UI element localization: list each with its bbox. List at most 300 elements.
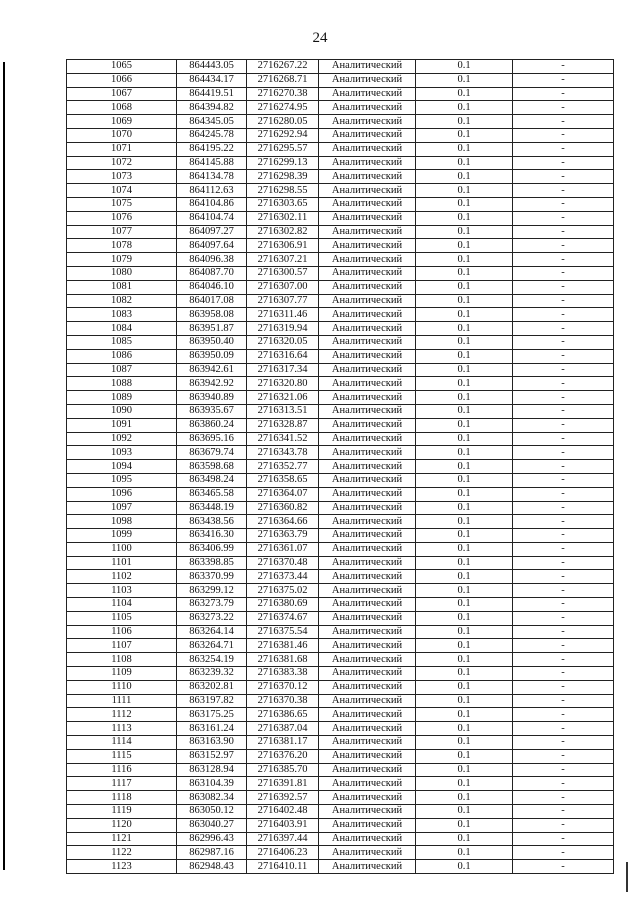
note-cell: - — [513, 156, 614, 170]
note-cell: - — [513, 308, 614, 322]
point-number-cell: 1118 — [67, 791, 177, 805]
table-row — [67, 322, 614, 336]
page-number: 24 — [312, 30, 328, 46]
note-cell: - — [513, 763, 614, 777]
method-cell: Аналитический — [319, 73, 416, 87]
x-coordinate-cell: 863958.08 — [177, 308, 247, 322]
table-row — [67, 667, 614, 681]
note-cell: - — [513, 239, 614, 253]
note-cell: - — [513, 211, 614, 225]
scan-edge-bar — [3, 62, 5, 870]
table-row — [67, 432, 614, 446]
y-coordinate-cell: 2716311.46 — [247, 308, 319, 322]
y-coordinate-cell: 2716364.07 — [247, 487, 319, 501]
y-coordinate-cell: 2716320.80 — [247, 377, 319, 391]
y-coordinate-cell: 2716319.94 — [247, 322, 319, 336]
method-cell: Аналитический — [319, 694, 416, 708]
note-cell: - — [513, 101, 614, 115]
table-row — [67, 115, 614, 129]
method-cell: Аналитический — [319, 653, 416, 667]
method-cell: Аналитический — [319, 722, 416, 736]
y-coordinate-cell: 2716386.65 — [247, 708, 319, 722]
point-number-cell: 1116 — [67, 763, 177, 777]
method-cell: Аналитический — [319, 128, 416, 142]
accuracy-cell: 0.1 — [416, 308, 513, 322]
method-cell: Аналитический — [319, 211, 416, 225]
method-cell: Аналитический — [319, 225, 416, 239]
table-row — [67, 832, 614, 846]
note-cell: - — [513, 363, 614, 377]
note-cell: - — [513, 846, 614, 860]
y-coordinate-cell: 2716397.44 — [247, 832, 319, 846]
method-cell: Аналитический — [319, 404, 416, 418]
x-coordinate-cell: 864245.78 — [177, 128, 247, 142]
accuracy-cell: 0.1 — [416, 446, 513, 460]
y-coordinate-cell: 2716375.02 — [247, 584, 319, 598]
point-number-cell: 1096 — [67, 487, 177, 501]
accuracy-cell: 0.1 — [416, 101, 513, 115]
point-number-cell: 1090 — [67, 404, 177, 418]
table-row — [67, 266, 614, 280]
x-coordinate-cell: 863860.24 — [177, 418, 247, 432]
note-cell: - — [513, 418, 614, 432]
y-coordinate-cell: 2716376.20 — [247, 749, 319, 763]
table-row — [67, 791, 614, 805]
x-coordinate-cell: 863273.22 — [177, 611, 247, 625]
point-number-cell: 1068 — [67, 101, 177, 115]
point-number-cell: 1111 — [67, 694, 177, 708]
note-cell: - — [513, 832, 614, 846]
point-number-cell: 1073 — [67, 170, 177, 184]
x-coordinate-cell: 863273.79 — [177, 598, 247, 612]
point-number-cell: 1077 — [67, 225, 177, 239]
x-coordinate-cell: 863942.61 — [177, 363, 247, 377]
y-coordinate-cell: 2716402.48 — [247, 805, 319, 819]
method-cell: Аналитический — [319, 805, 416, 819]
accuracy-cell: 0.1 — [416, 515, 513, 529]
note-cell: - — [513, 335, 614, 349]
y-coordinate-cell: 2716370.12 — [247, 680, 319, 694]
method-cell: Аналитический — [319, 87, 416, 101]
x-coordinate-cell: 863264.71 — [177, 639, 247, 653]
y-coordinate-cell: 2716370.38 — [247, 694, 319, 708]
note-cell: - — [513, 749, 614, 763]
x-coordinate-cell: 863498.24 — [177, 473, 247, 487]
method-cell: Аналитический — [319, 460, 416, 474]
accuracy-cell: 0.1 — [416, 736, 513, 750]
note-cell: - — [513, 322, 614, 336]
x-coordinate-cell: 864145.88 — [177, 156, 247, 170]
accuracy-cell: 0.1 — [416, 832, 513, 846]
accuracy-cell: 0.1 — [416, 763, 513, 777]
point-number-cell: 1108 — [67, 653, 177, 667]
point-number-cell: 1093 — [67, 446, 177, 460]
table-row — [67, 846, 614, 860]
y-coordinate-cell: 2716343.78 — [247, 446, 319, 460]
point-number-cell: 1078 — [67, 239, 177, 253]
point-number-cell: 1123 — [67, 860, 177, 874]
table-row — [67, 598, 614, 612]
table-row — [67, 211, 614, 225]
y-coordinate-cell: 2716403.91 — [247, 818, 319, 832]
point-number-cell: 1092 — [67, 432, 177, 446]
y-coordinate-cell: 2716298.55 — [247, 184, 319, 198]
y-coordinate-cell: 2716360.82 — [247, 501, 319, 515]
method-cell: Аналитический — [319, 584, 416, 598]
y-coordinate-cell: 2716317.34 — [247, 363, 319, 377]
method-cell: Аналитический — [319, 680, 416, 694]
method-cell: Аналитический — [319, 142, 416, 156]
method-cell: Аналитический — [319, 60, 416, 74]
table-row — [67, 860, 614, 874]
table-row — [67, 225, 614, 239]
method-cell: Аналитический — [319, 529, 416, 543]
accuracy-cell: 0.1 — [416, 60, 513, 74]
accuracy-cell: 0.1 — [416, 584, 513, 598]
accuracy-cell: 0.1 — [416, 542, 513, 556]
point-number-cell: 1087 — [67, 363, 177, 377]
x-coordinate-cell: 864434.17 — [177, 73, 247, 87]
note-cell: - — [513, 142, 614, 156]
method-cell: Аналитический — [319, 473, 416, 487]
note-cell: - — [513, 639, 614, 653]
x-coordinate-cell: 862996.43 — [177, 832, 247, 846]
y-coordinate-cell: 2716352.77 — [247, 460, 319, 474]
accuracy-cell: 0.1 — [416, 128, 513, 142]
method-cell: Аналитический — [319, 197, 416, 211]
accuracy-cell: 0.1 — [416, 349, 513, 363]
accuracy-cell: 0.1 — [416, 625, 513, 639]
y-coordinate-cell: 2716313.51 — [247, 404, 319, 418]
y-coordinate-cell: 2716375.54 — [247, 625, 319, 639]
note-cell: - — [513, 473, 614, 487]
x-coordinate-cell: 863679.74 — [177, 446, 247, 460]
point-number-cell: 1069 — [67, 115, 177, 129]
x-coordinate-cell: 864087.70 — [177, 266, 247, 280]
table-row — [67, 487, 614, 501]
point-number-cell: 1074 — [67, 184, 177, 198]
point-number-cell: 1097 — [67, 501, 177, 515]
y-coordinate-cell: 2716392.57 — [247, 791, 319, 805]
note-cell: - — [513, 625, 614, 639]
method-cell: Аналитический — [319, 736, 416, 750]
y-coordinate-cell: 2716298.39 — [247, 170, 319, 184]
method-cell: Аналитический — [319, 667, 416, 681]
point-number-cell: 1102 — [67, 570, 177, 584]
y-coordinate-cell: 2716280.05 — [247, 115, 319, 129]
method-cell: Аналитический — [319, 515, 416, 529]
y-coordinate-cell: 2716307.21 — [247, 253, 319, 267]
x-coordinate-cell: 863040.27 — [177, 818, 247, 832]
table-row — [67, 377, 614, 391]
note-cell: - — [513, 225, 614, 239]
accuracy-cell: 0.1 — [416, 611, 513, 625]
y-coordinate-cell: 2716270.38 — [247, 87, 319, 101]
table-row — [67, 625, 614, 639]
point-number-cell: 1122 — [67, 846, 177, 860]
x-coordinate-cell: 864017.08 — [177, 294, 247, 308]
y-coordinate-cell: 2716268.71 — [247, 73, 319, 87]
y-coordinate-cell: 2716341.52 — [247, 432, 319, 446]
table-row — [67, 708, 614, 722]
accuracy-cell: 0.1 — [416, 846, 513, 860]
x-coordinate-cell: 864345.05 — [177, 115, 247, 129]
method-cell: Аналитический — [319, 639, 416, 653]
note-cell: - — [513, 708, 614, 722]
point-number-cell: 1105 — [67, 611, 177, 625]
method-cell: Аналитический — [319, 377, 416, 391]
point-number-cell: 1067 — [67, 87, 177, 101]
y-coordinate-cell: 2716306.91 — [247, 239, 319, 253]
y-coordinate-cell: 2716364.66 — [247, 515, 319, 529]
table-row — [67, 446, 614, 460]
accuracy-cell: 0.1 — [416, 115, 513, 129]
accuracy-cell: 0.1 — [416, 501, 513, 515]
x-coordinate-cell: 863695.16 — [177, 432, 247, 446]
table-row — [67, 805, 614, 819]
note-cell: - — [513, 60, 614, 74]
accuracy-cell: 0.1 — [416, 460, 513, 474]
method-cell: Аналитический — [319, 708, 416, 722]
y-coordinate-cell: 2716387.04 — [247, 722, 319, 736]
method-cell: Аналитический — [319, 184, 416, 198]
method-cell: Аналитический — [319, 860, 416, 874]
x-coordinate-cell: 863950.40 — [177, 335, 247, 349]
y-coordinate-cell: 2716406.23 — [247, 846, 319, 860]
accuracy-cell: 0.1 — [416, 708, 513, 722]
method-cell: Аналитический — [319, 239, 416, 253]
table-row — [67, 184, 614, 198]
table-row — [67, 280, 614, 294]
table-row — [67, 170, 614, 184]
point-number-cell: 1104 — [67, 598, 177, 612]
accuracy-cell: 0.1 — [416, 253, 513, 267]
y-coordinate-cell: 2716267.22 — [247, 60, 319, 74]
note-cell: - — [513, 556, 614, 570]
note-cell: - — [513, 432, 614, 446]
point-number-cell: 1076 — [67, 211, 177, 225]
y-coordinate-cell: 2716410.11 — [247, 860, 319, 874]
accuracy-cell: 0.1 — [416, 598, 513, 612]
method-cell: Аналитический — [319, 446, 416, 460]
point-number-cell: 1095 — [67, 473, 177, 487]
table-row — [67, 87, 614, 101]
table-row — [67, 529, 614, 543]
x-coordinate-cell: 863152.97 — [177, 749, 247, 763]
point-number-cell: 1107 — [67, 639, 177, 653]
table-row — [67, 694, 614, 708]
note-cell: - — [513, 404, 614, 418]
y-coordinate-cell: 2716385.70 — [247, 763, 319, 777]
accuracy-cell: 0.1 — [416, 694, 513, 708]
method-cell: Аналитический — [319, 432, 416, 446]
y-coordinate-cell: 2716381.68 — [247, 653, 319, 667]
y-coordinate-cell: 2716295.57 — [247, 142, 319, 156]
x-coordinate-cell: 863082.34 — [177, 791, 247, 805]
y-coordinate-cell: 2716370.48 — [247, 556, 319, 570]
accuracy-cell: 0.1 — [416, 156, 513, 170]
note-cell: - — [513, 611, 614, 625]
method-cell: Аналитический — [319, 777, 416, 791]
point-number-cell: 1080 — [67, 266, 177, 280]
x-coordinate-cell: 863951.87 — [177, 322, 247, 336]
accuracy-cell: 0.1 — [416, 266, 513, 280]
point-number-cell: 1066 — [67, 73, 177, 87]
x-coordinate-cell: 863598.68 — [177, 460, 247, 474]
accuracy-cell: 0.1 — [416, 87, 513, 101]
point-number-cell: 1101 — [67, 556, 177, 570]
method-cell: Аналитический — [319, 391, 416, 405]
y-coordinate-cell: 2716328.87 — [247, 418, 319, 432]
y-coordinate-cell: 2716361.07 — [247, 542, 319, 556]
y-coordinate-cell: 2716302.11 — [247, 211, 319, 225]
note-cell: - — [513, 805, 614, 819]
table-row — [67, 253, 614, 267]
note-cell: - — [513, 722, 614, 736]
x-coordinate-cell: 862987.16 — [177, 846, 247, 860]
x-coordinate-cell: 864104.86 — [177, 197, 247, 211]
x-coordinate-cell: 863950.09 — [177, 349, 247, 363]
method-cell: Аналитический — [319, 418, 416, 432]
note-cell: - — [513, 694, 614, 708]
x-coordinate-cell: 864104.74 — [177, 211, 247, 225]
accuracy-cell: 0.1 — [416, 280, 513, 294]
note-cell: - — [513, 294, 614, 308]
point-number-cell: 1089 — [67, 391, 177, 405]
table-row — [67, 418, 614, 432]
table-row — [67, 515, 614, 529]
table-row — [67, 653, 614, 667]
accuracy-cell: 0.1 — [416, 860, 513, 874]
method-cell: Аналитический — [319, 791, 416, 805]
point-number-cell: 1121 — [67, 832, 177, 846]
x-coordinate-cell: 863299.12 — [177, 584, 247, 598]
x-coordinate-cell: 863942.92 — [177, 377, 247, 391]
x-coordinate-cell: 863197.82 — [177, 694, 247, 708]
note-cell: - — [513, 598, 614, 612]
table-row — [67, 556, 614, 570]
accuracy-cell: 0.1 — [416, 805, 513, 819]
point-number-cell: 1071 — [67, 142, 177, 156]
point-number-cell: 1098 — [67, 515, 177, 529]
accuracy-cell: 0.1 — [416, 322, 513, 336]
method-cell: Аналитический — [319, 294, 416, 308]
note-cell: - — [513, 184, 614, 198]
method-cell: Аналитический — [319, 266, 416, 280]
method-cell: Аналитический — [319, 749, 416, 763]
x-coordinate-cell: 864394.82 — [177, 101, 247, 115]
y-coordinate-cell: 2716381.17 — [247, 736, 319, 750]
note-cell: - — [513, 584, 614, 598]
accuracy-cell: 0.1 — [416, 749, 513, 763]
table-row — [67, 542, 614, 556]
point-number-cell: 1083 — [67, 308, 177, 322]
scan-edge-mark — [626, 862, 628, 892]
y-coordinate-cell: 2716391.81 — [247, 777, 319, 791]
table-row — [67, 736, 614, 750]
accuracy-cell: 0.1 — [416, 142, 513, 156]
method-cell: Аналитический — [319, 598, 416, 612]
table-row — [67, 777, 614, 791]
table-row — [67, 73, 614, 87]
point-number-cell: 1088 — [67, 377, 177, 391]
point-number-cell: 1120 — [67, 818, 177, 832]
point-number-cell: 1109 — [67, 667, 177, 681]
x-coordinate-cell: 864419.51 — [177, 87, 247, 101]
point-number-cell: 1084 — [67, 322, 177, 336]
note-cell: - — [513, 791, 614, 805]
method-cell: Аналитический — [319, 308, 416, 322]
table-row — [67, 818, 614, 832]
accuracy-cell: 0.1 — [416, 184, 513, 198]
point-number-cell: 1086 — [67, 349, 177, 363]
table-row — [67, 570, 614, 584]
x-coordinate-cell: 863940.89 — [177, 391, 247, 405]
table-row — [67, 404, 614, 418]
method-cell: Аналитический — [319, 846, 416, 860]
point-number-cell: 1091 — [67, 418, 177, 432]
accuracy-cell: 0.1 — [416, 777, 513, 791]
accuracy-cell: 0.1 — [416, 653, 513, 667]
x-coordinate-cell: 864096.38 — [177, 253, 247, 267]
x-coordinate-cell: 864097.27 — [177, 225, 247, 239]
table-row — [67, 611, 614, 625]
x-coordinate-cell: 864195.22 — [177, 142, 247, 156]
table-row — [67, 749, 614, 763]
note-cell: - — [513, 377, 614, 391]
method-cell: Аналитический — [319, 832, 416, 846]
accuracy-cell: 0.1 — [416, 570, 513, 584]
note-cell: - — [513, 667, 614, 681]
y-coordinate-cell: 2716358.65 — [247, 473, 319, 487]
y-coordinate-cell: 2716374.67 — [247, 611, 319, 625]
y-coordinate-cell: 2716299.13 — [247, 156, 319, 170]
accuracy-cell: 0.1 — [416, 473, 513, 487]
point-number-cell: 1103 — [67, 584, 177, 598]
y-coordinate-cell: 2716381.46 — [247, 639, 319, 653]
point-number-cell: 1117 — [67, 777, 177, 791]
table-row — [67, 349, 614, 363]
table-row — [67, 680, 614, 694]
y-coordinate-cell: 2716303.65 — [247, 197, 319, 211]
y-coordinate-cell: 2716307.77 — [247, 294, 319, 308]
accuracy-cell: 0.1 — [416, 667, 513, 681]
method-cell: Аналитический — [319, 170, 416, 184]
point-number-cell: 1075 — [67, 197, 177, 211]
table-row — [67, 763, 614, 777]
point-number-cell: 1085 — [67, 335, 177, 349]
y-coordinate-cell: 2716316.64 — [247, 349, 319, 363]
point-number-cell: 1119 — [67, 805, 177, 819]
accuracy-cell: 0.1 — [416, 377, 513, 391]
accuracy-cell: 0.1 — [416, 225, 513, 239]
table-row — [67, 197, 614, 211]
point-number-cell: 1065 — [67, 60, 177, 74]
point-number-cell: 1070 — [67, 128, 177, 142]
x-coordinate-cell: 864134.78 — [177, 170, 247, 184]
table-row — [67, 142, 614, 156]
accuracy-cell: 0.1 — [416, 722, 513, 736]
table-row — [67, 294, 614, 308]
note-cell: - — [513, 777, 614, 791]
method-cell: Аналитический — [319, 501, 416, 515]
note-cell: - — [513, 542, 614, 556]
method-cell: Аналитический — [319, 156, 416, 170]
note-cell: - — [513, 860, 614, 874]
x-coordinate-cell: 863254.19 — [177, 653, 247, 667]
method-cell: Аналитический — [319, 556, 416, 570]
x-coordinate-cell: 863104.39 — [177, 777, 247, 791]
